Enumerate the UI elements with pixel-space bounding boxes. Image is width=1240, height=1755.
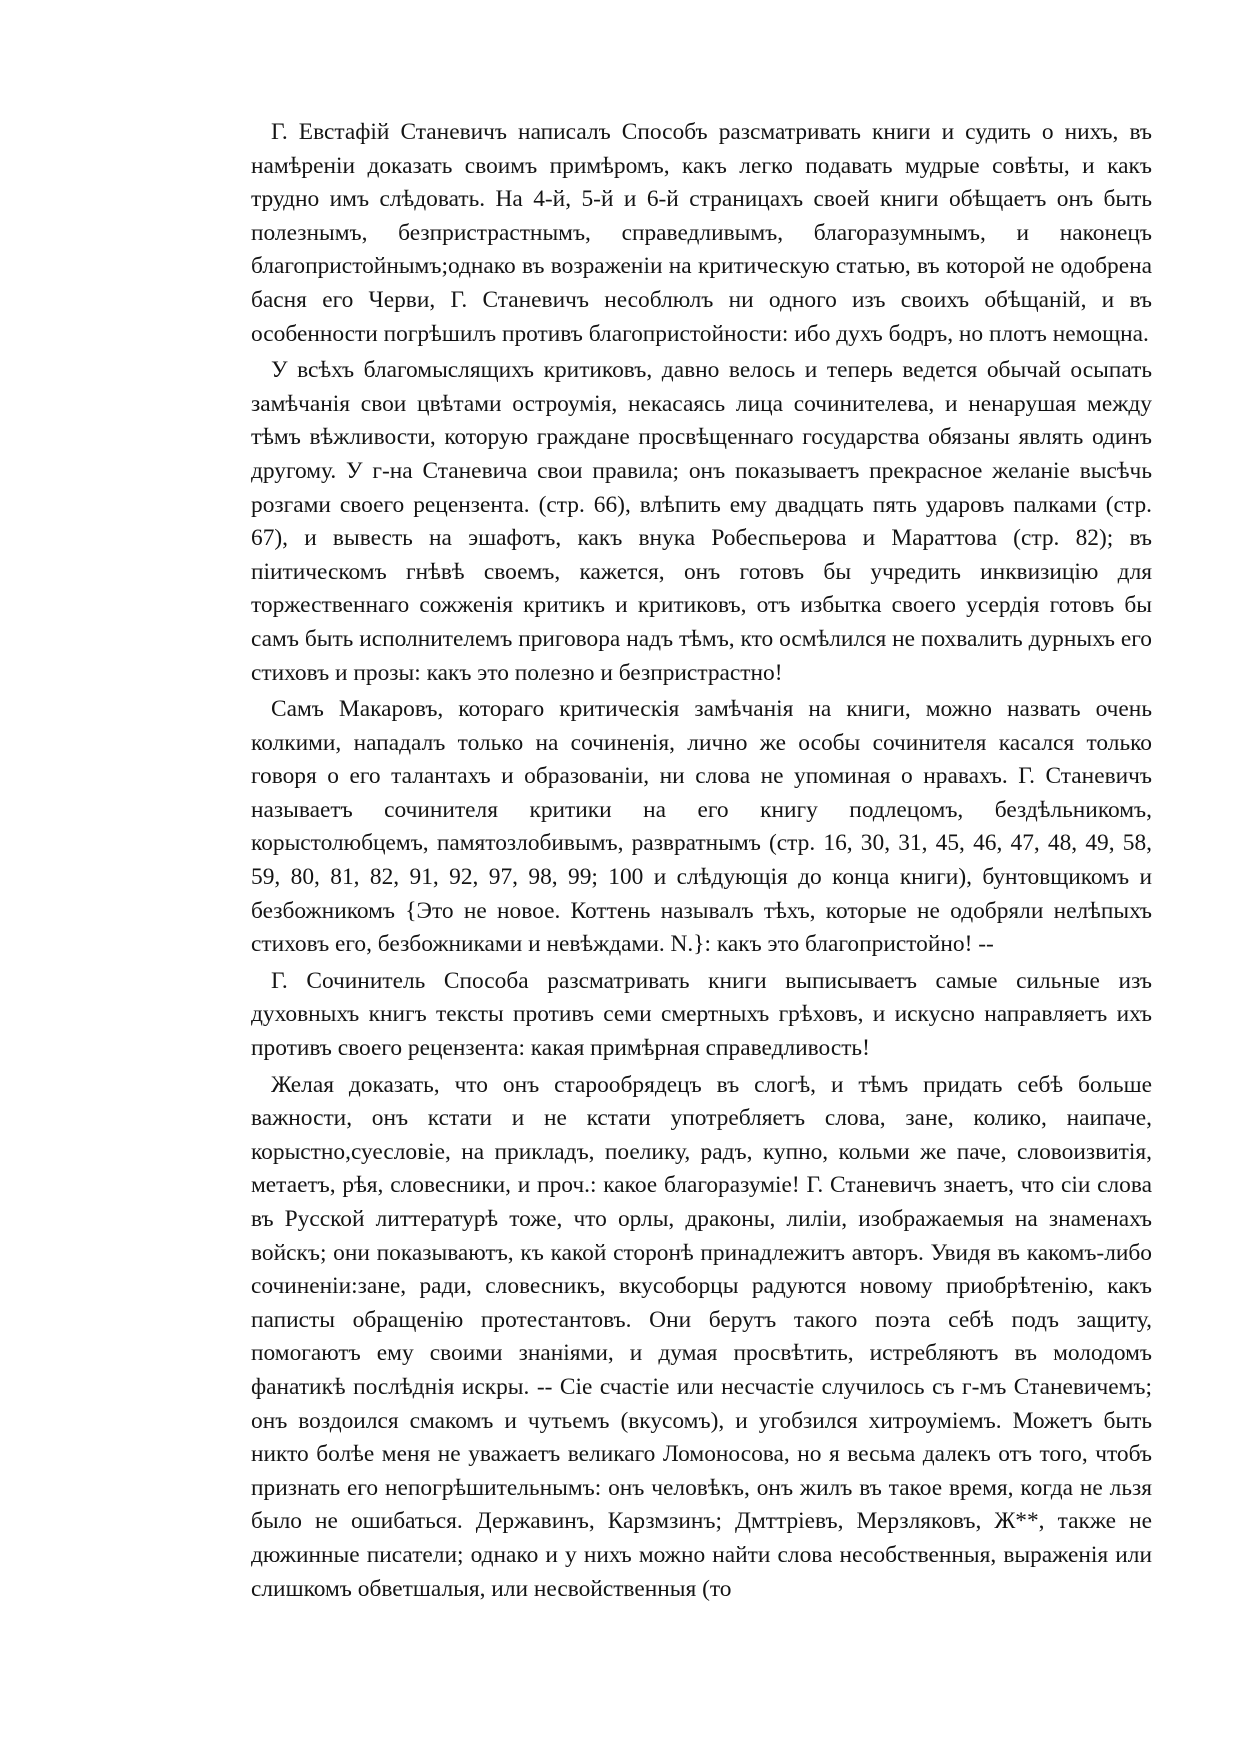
paragraph-5: Желая доказать, что онъ старообрядецъ въ слогѣ, и тѣмъ придать себѣ больше важности, онъ кстати и не кстати употребляетъ слова, зане, колико, наипаче, корыстно,суесловіе, на прикладъ, поелику, радъ, купно, кольми же паче, словоизвитія, метаетъ, рѣя, словесники, и проч.: какое благоразуміе! Г. Станевичъ знаетъ, что сіи слова въ Русской литтературѣ тоже, что орлы, драконы, лиліи, изображаемыя на знаменахъ войскъ; они показываютъ, къ какой сторонѣ принадлежитъ авторъ. Увидя въ какомъ-либо сочиненіи:зане, ради, словесникъ, вкусоборцы радуются новому приобрѣтенію, какъ паписты обращенію протестантовъ. Они берутъ такого поэта себѣ подъ защиту, помогаютъ ему своими знаніями, и думая просвѣтить, истребляютъ въ молодомъ фанатикѣ послѣднія искры. -- Сіе счастіе или несчастіе случилось съ г-мъ Станевичемъ; онъ воздоился смакомъ и чутьемъ (вкусомъ), и угобзился хитроуміемъ. Можетъ быть никто болѣе меня не уважаетъ великаго Ломоносова, но я весьма далекъ отъ того, чтобъ признать его непогрѣшительнымъ: онъ человѣкъ, онъ жилъ въ такое время, когда не льзя было не ошибаться. Державинъ, Карзмзинъ; Дмттріевъ, Мерзляковъ, Ж**, также не дюжинные писатели; однако и у нихъ можно найти слова несобственныя, выраженія или слишкомъ обветшалыя, или несвойственныя (то	[251, 1071, 1152, 1602]
paragraph-1: Г. Евстафій Станевичъ написалъ Способъ разсматривать книги и судить о нихъ, въ намѣреніи доказать своимъ примѣромъ, какъ легко подавать мудрые совѣты, и какъ трудно имъ слѣдовать. На 4-й, 5-й и 6-й страницахъ своей книги обѣщаетъ онъ быть полезнымъ, безпристрастнымъ, справедливымъ, благоразумнымъ, и наконецъ благопристойнымъ;однако въ возраженіи на критическую статью, въ которой не одобрена басня его Черви, Г. Станевичъ несоблюлъ ни одного изъ своихъ обѣщаній, и въ особенности погрѣшилъ противъ благопристойности: ибо духъ бодръ, но плотъ немощна.	[251, 119, 1152, 347]
paragraph-2: У всѣхъ благомыслящихъ критиковъ, давно велось и теперь ведется обычай осыпать замѣчанія свои цвѣтами остроумія, некасаясь лица сочинителева, и ненарушая между тѣмъ вѣжливости, которую граждане просвѣщеннаго государства обязаны являть одинъ другому. У г-на Станевича свои правила; онъ показываетъ прекрасное желаніе высѣчь розгами своего рецензента. (стр. 66), влѣпить ему двадцать пять ударовъ палками (стр. 67), и вывесть на эшафотъ, какъ внука Робеспьерова и Мараттова (стр. 82); въ піитическомъ гнѣвѣ своемъ, кажется, онъ готовъ бы учредить инквизицію для торжественнаго сожженія критикъ и критиковъ, отъ избытка своего усердія готовъ бы самъ быть исполнителемъ приговора надъ тѣмъ, кто осмѣлился не похвалить дурныхъ его стиховъ и прозы: какъ это полезно и безпристрастно!	[251, 357, 1152, 686]
text-column	[251, 116, 1152, 1609]
paragraph-4: Г. Сочинитель Способа разсматривать книги выписываетъ самые сильные изъ духовныхъ книгъ тексты противъ семи смертныхъ грѣховъ, и искусно направляетъ ихъ противъ своего рецензента: какая примѣрная справедливость!	[251, 967, 1152, 1062]
paragraph-3: Самъ Макаровъ, котораго критическія замѣчанія на книги, можно назвать очень колкими, нападалъ только на сочиненія, лично же особы сочинителя касался только говоря о его талантахъ и образованіи, ни слова не упоминая о нравахъ. Г. Станевичъ называетъ сочинителя критики на его книгу подлецомъ, бездѣльникомъ, корыстолюбцемъ, памятозлобивымъ, развратнымъ (стр. 16, 30, 31, 45, 46, 47, 48, 49, 58, 59, 80, 81, 82, 91, 92, 97, 98, 99; 100 и слѣдующія до конца книги), бунтовщикомъ и безбожникомъ {Это не новое. Коттень называлъ тѣхъ, которые не одобряли нелѣпыхъ стиховъ его, безбожниками и невѣждами. N.}: какъ это благопристойно! --	[251, 696, 1152, 958]
